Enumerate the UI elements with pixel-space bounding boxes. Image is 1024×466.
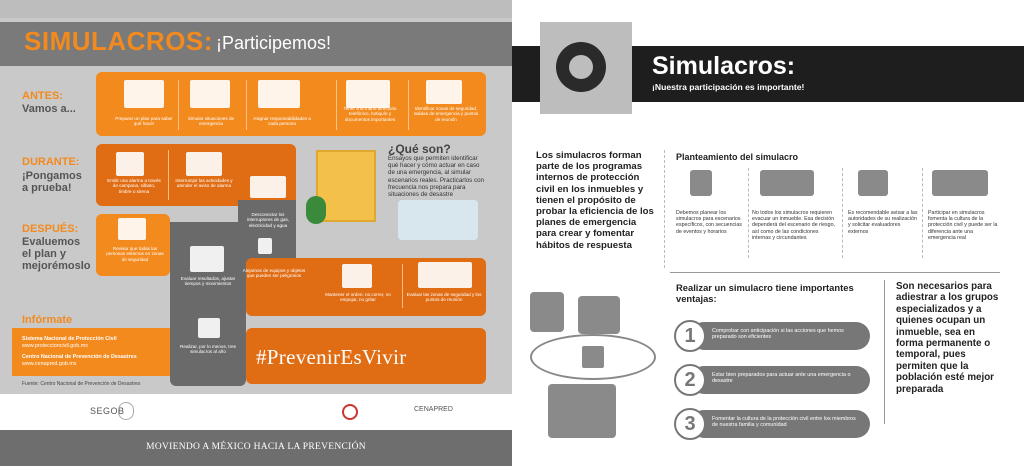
stop-activities-icon (186, 152, 222, 176)
despues-sub-1: Evaluemos (22, 236, 81, 248)
advantage-num-1: 1 (674, 320, 706, 352)
safe-zone-icon (118, 218, 146, 240)
advantage-num-3: 3 (674, 408, 706, 440)
responsibility-icon (258, 80, 300, 108)
tree-icon (306, 196, 326, 224)
divider (922, 168, 923, 258)
pointing-person-icon (530, 292, 564, 332)
footer-text: MOVIENDO A MÉXICO HACIA LA PREVENCIÓN (146, 442, 366, 452)
divider (246, 80, 247, 130)
antes-item-5: Identificar zonas de seguridad, salidas de emergencia y puntos de reunión (413, 106, 479, 122)
evacuation-icon (760, 170, 814, 196)
alarm-bell-icon (116, 152, 144, 176)
family-icon (932, 170, 988, 196)
segob-logo: SEGOB (90, 406, 125, 416)
plan-item-2: No todos los simulacros requieren evacuar un inmueble. Esa decisión dependerá del escenario de riesgo, así como de las condiciones internas y circundantes (752, 210, 836, 241)
right-side-text: Son necesarios para adiestrar a los grupos especializados y a quienes ocupan un inmueble, sea en forma permanente o temporal, pues permiten que la población esté mejor preparada (896, 281, 999, 395)
durante-sub-2: a prueba! (22, 182, 72, 194)
evacuating-people-icon (398, 200, 478, 240)
antes-item-3: Asignar responsabilidades a cada persona (253, 116, 311, 127)
despues-item-6: Realizar, por lo menos, tres simulacros al año (180, 344, 236, 355)
wheelchair-icon (578, 296, 620, 334)
source-note: Fuente: Centro Nacional de Prevención de Desastres (22, 381, 141, 387)
divider (336, 80, 337, 130)
proteccion-civil-logo-icon (342, 404, 358, 420)
antes-label: ANTES: (22, 90, 63, 102)
plan-item-3: Es recomendable avisar a las autoridades de su realización y solicitar evaluadores externos (848, 210, 918, 235)
durante-item-2: Interrumpir las actividades y atender el aviso de alarma (175, 178, 233, 189)
divider (168, 150, 169, 200)
plan-title: Planteamiento del simulacro (676, 152, 799, 162)
authorities-icon (858, 170, 888, 196)
advantage-num-2: 2 (674, 364, 706, 396)
right-title: Simulacros: (652, 52, 796, 80)
divider (670, 272, 1000, 273)
plan-item-4: Participar en simulacros fomenta la cultura de la protección civil y puede ser la diferencia ante una emergencia real (928, 210, 998, 241)
no-running-icon (342, 264, 372, 288)
que-son-title: ¿Qué son? (388, 142, 451, 156)
divider (402, 264, 403, 308)
emergency-sim-icon (190, 80, 230, 108)
info-1: Sistema Nacional de Protección Civil (22, 336, 117, 342)
despues-sub-2: el plan y (22, 248, 67, 260)
left-banner-subtitle: ¡Participemos! (216, 33, 332, 53)
calendar-icon (198, 318, 220, 338)
divider (884, 280, 885, 424)
first-aid-kit-icon (346, 80, 390, 108)
antes-sub: Vamos a... (22, 103, 76, 115)
divider (178, 80, 179, 130)
left-banner-title: SIMULACROS: (24, 26, 213, 56)
durante-label: DURANTE: (22, 156, 80, 168)
divider (842, 168, 843, 258)
advantages-title: Realizar un simulacro tiene importantes ventajas: (676, 282, 854, 304)
advantage-text-3: Fomentar la cultura de la protección civil entre los miembros de nuestra familia y comunidad (712, 416, 856, 429)
evaluate-icon (190, 246, 224, 272)
antes-item-4: Tener a la mano directorio telefónico, botiquín y documentos importantes (343, 106, 397, 122)
mexico-seal-icon (118, 402, 134, 420)
antes-item-2: Simular situaciones de emergencia (187, 116, 235, 127)
advantage-text-2: Estar bien preparados para actuar ante una emergencia o desastre (712, 372, 851, 385)
elderly-couple-icon (548, 384, 616, 438)
durante-sub-1: ¡Pongamos (22, 170, 82, 182)
despues-item-4: Mantener el orden: no correr, no empujar, no gritar (325, 292, 391, 303)
divider (408, 80, 409, 130)
gas-tap-icon (250, 176, 286, 198)
family-plan-icon (124, 80, 164, 108)
shelter-icon (418, 262, 472, 288)
despues-sub-3: mejorémoslo (22, 260, 91, 272)
info-2: Centro Nacional de Prevención de Desastres (22, 354, 137, 360)
despues-item-1: Revisar que todas las personas estemos en zonas de seguridad (106, 246, 164, 262)
electric-icon (258, 238, 272, 254)
hashtag: #PrevenirEsVivir (256, 345, 407, 369)
right-intro: Los simulacros forman parte de los programas internos de protección civil en los inmuebles y tienen el propósito de probar la eficiencia de los planes de emergencia para crear y fomentar hábitos de respuesta (536, 150, 654, 251)
meeting-point-arrows-icon (582, 346, 604, 368)
informate-title: Infórmate (22, 314, 73, 326)
plan-item-1: Debemos planear los simulacros para escenarios específicos, con secuencias de eventos y horarios (676, 210, 742, 235)
cenapred-logo: CENAPRED (414, 406, 453, 413)
info-1-url[interactable]: www.proteccioncivil.gob.mx (22, 343, 88, 349)
durante-item-1: Emitir una alarma a través de campana, silbato, timbre o sirena (107, 178, 161, 194)
que-son-text: Ensayos que permiten identificar qué hacer y cómo actuar en caso de una emergencia, al simular escenarios reales. Practicarlos con frecuencia nos prepara para situaciones de desastre (388, 155, 484, 199)
info-2-url[interactable]: www.cenapred.gob.mx (22, 361, 77, 367)
despues-item-5: Evaluar las zonas de seguridad y los puntos de reunión (406, 292, 482, 303)
alarm-bell-center (569, 55, 593, 79)
durante-item-3: Desconectar los interruptores de gas, electricidad y agua (246, 212, 290, 228)
planning-person-icon (690, 170, 712, 196)
despues-label: DESPUÉS: (22, 223, 79, 235)
top-strip (0, 0, 512, 18)
meeting-point-icon (426, 80, 462, 104)
advantage-text-1: Comprobar con anticipación si las acciones que hemos preparado son eficientes (712, 328, 844, 341)
despues-item-3: Alejarnos de equipos y objetos que pueden ser peligrosos (242, 268, 306, 279)
antes-item-1: Preparar un plan para saber qué hacer (115, 116, 173, 127)
despues-item-2: Evaluar resultados, ajustar tiempos y movimientos (180, 276, 236, 287)
right-subtitle: ¡Nuestra participación es importante! (652, 82, 805, 92)
divider (664, 150, 665, 268)
divider (748, 168, 749, 258)
